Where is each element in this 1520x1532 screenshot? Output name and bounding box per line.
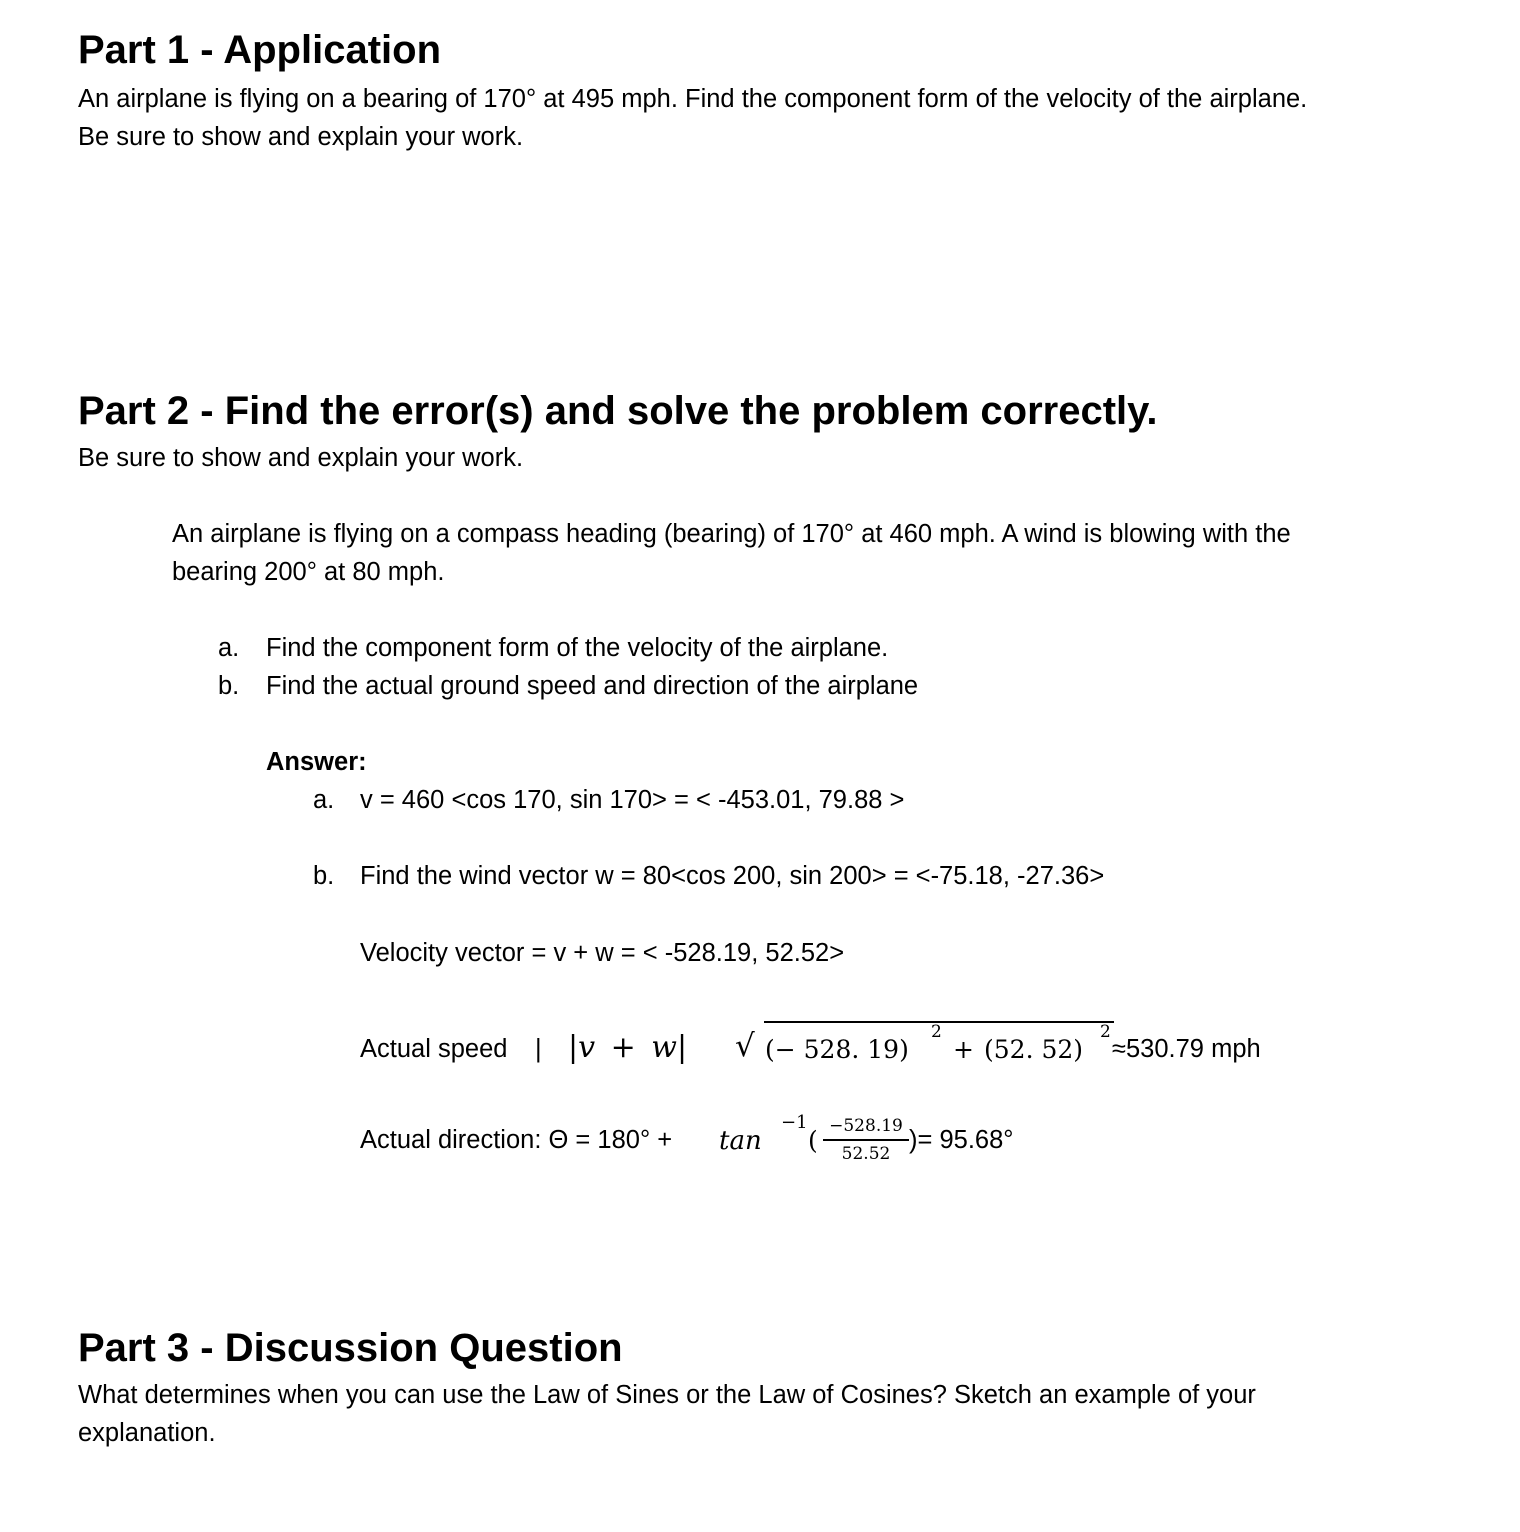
answer-a-marker: a. xyxy=(313,786,335,814)
speed-label: Actual speed xyxy=(360,1035,508,1063)
direction-result: )= 95.68° xyxy=(909,1126,1014,1154)
part3-prompt-line1: What determines when you can use the Law of Sines or the Law of Cosines? Sketch an example of your xyxy=(78,1381,1256,1409)
answer-a-text: v = 460 <cos 170, sin 170> = < -453.01, 79.88 > xyxy=(360,786,905,814)
part2-problem-line2: bearing 200° at 80 mph. xyxy=(172,558,445,586)
radicand-a: (− 528. 19) xyxy=(765,1035,909,1064)
radicand-b-exponent: 2 xyxy=(1100,1022,1111,1042)
sqrt-sign: √ xyxy=(735,1028,755,1064)
answer-b-marker: b. xyxy=(313,862,335,890)
radicand-plus: + xyxy=(953,1035,974,1064)
fraction-numerator: −528.19 xyxy=(829,1116,903,1136)
direction-label: Actual direction: Θ = 180° + xyxy=(360,1126,673,1154)
task-b-marker: b. xyxy=(218,672,240,700)
speed-result: ≈530.79 mph xyxy=(1112,1035,1261,1063)
fraction-denominator: 52.52 xyxy=(841,1144,891,1164)
part2-problem-line1: An airplane is flying on a compass heading (bearing) of 170° at 460 mph. A wind is blowing with the xyxy=(172,520,1291,548)
radicand-b: (52. 52) xyxy=(984,1035,1084,1064)
part1-heading: Part 1 - Application xyxy=(78,28,442,72)
speed-bar: | xyxy=(535,1035,542,1063)
task-a-marker: a. xyxy=(218,634,240,662)
part1-prompt xyxy=(78,80,1307,156)
task-a-text: Find the component form of the velocity of the airplane. xyxy=(266,634,889,662)
answer-b-text: Find the wind vector w = 80<cos 200, sin 200> = <-75.18, -27.36> xyxy=(360,862,1105,890)
part1-prompt-line1: An airplane is flying on a bearing of 170° at 495 mph. Find the component form of the velocity of the airplane. xyxy=(78,85,1308,113)
part2-instruction-text: Be sure to show and explain your work. xyxy=(78,444,524,472)
part2-problem xyxy=(172,515,1291,591)
part1-prompt-line2: Be sure to show and explain your work. xyxy=(78,123,524,151)
part3-prompt-line2: explanation. xyxy=(78,1419,216,1447)
velocity-vector-line: Velocity vector = v + w = < -528.19, 52.52> xyxy=(360,939,845,967)
part2-instruction xyxy=(78,439,523,477)
part2-heading: Part 2 - Find the error(s) and solve the problem correctly. xyxy=(78,389,1158,433)
answer-label: Answer: xyxy=(266,748,367,776)
speed-norm-expression: |v + w| xyxy=(568,1030,688,1065)
task-b-text: Find the actual ground speed and direction of the airplane xyxy=(266,672,919,700)
fraction-bar xyxy=(823,1139,909,1141)
radicand-a-exponent: 2 xyxy=(931,1022,942,1042)
tan-exponent: −1 xyxy=(781,1112,808,1133)
tan-function: tan xyxy=(719,1126,762,1156)
part3-heading: Part 3 - Discussion Question xyxy=(78,1326,623,1370)
fraction-open-paren: ( xyxy=(808,1126,818,1155)
part3-prompt xyxy=(78,1376,1256,1452)
